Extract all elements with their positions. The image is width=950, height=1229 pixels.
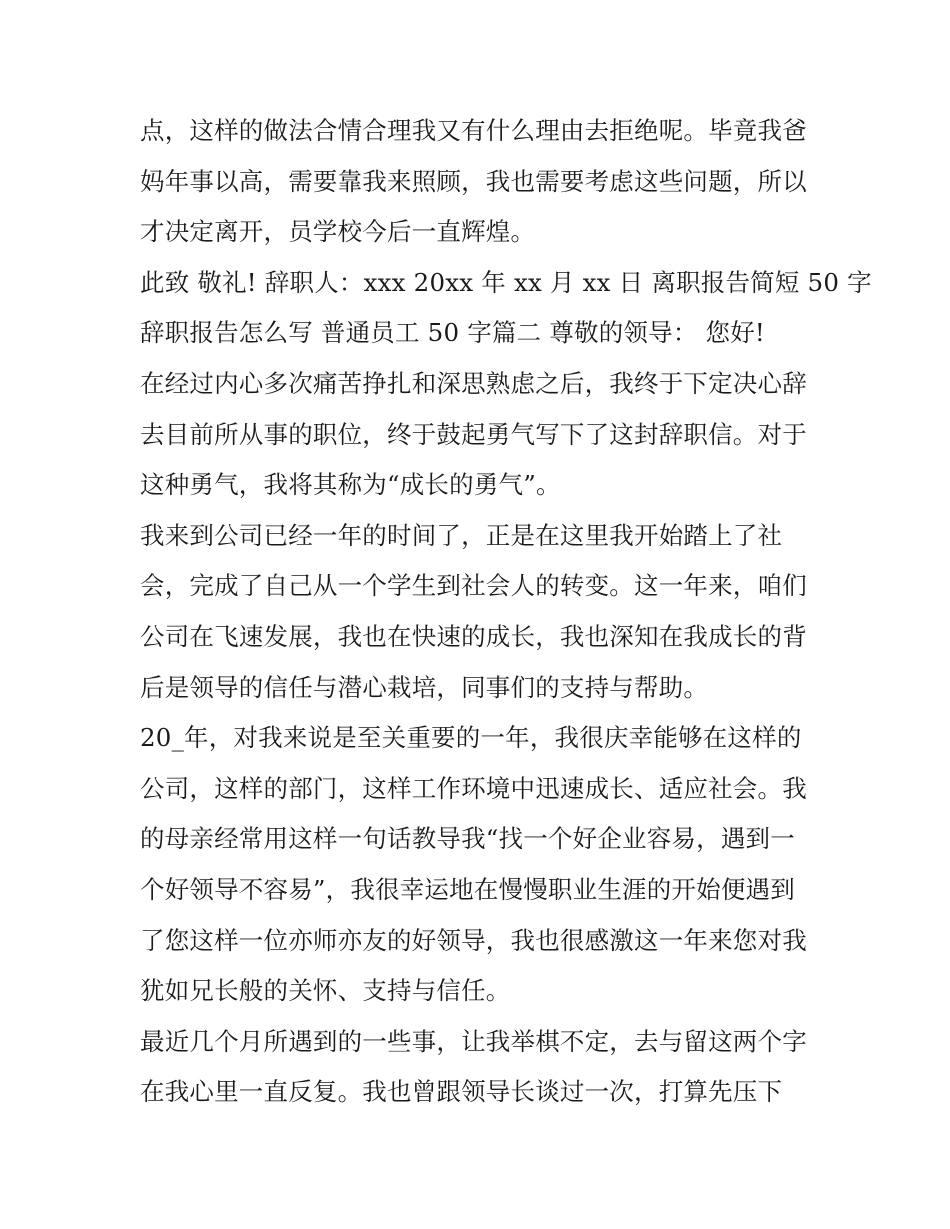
text-line: 这种勇气，我将其称为“成长的勇气”。 (140, 470, 561, 500)
text-line: 会，完成了自己从一个学生到社会人的转变。这一年来，咱们 (140, 571, 807, 601)
text-line: 妈年事以高，需要靠我来照顾，我也需要考虑这些问题，所以 (140, 166, 807, 196)
text-line: 才决定离开，员学校今后一直辉煌。 (140, 217, 536, 247)
text-line: 去目前所从事的职位，终于鼓起勇气写下了这封辞职信。对于 (140, 419, 807, 449)
text-line: 20_年，对我来说是至关重要的一年，我很庆幸能够在这样的 (140, 723, 802, 753)
text-line: 最近几个月所遇到的一些事，让我举棋不定，去与留这两个字 (140, 1026, 807, 1056)
text-line: 公司在飞速发展，我也在快速的成长，我也深知在我成长的背 (140, 621, 807, 651)
text-line: 我来到公司已经一年的时间了，正是在这里我开始踏上了社 (140, 520, 783, 550)
document-body (140, 106, 872, 1118)
text-line: 在我心里一直反复。我也曾跟领导长谈过一次，打算先压下 (140, 1077, 783, 1107)
text-line: 在经过内心多次痛苦挣扎和深思熟虑之后，我终于下定决心辞 (140, 368, 807, 398)
text-line: 了您这样一位亦师亦友的好领导，我也很感激这一年来您对我 (140, 925, 807, 955)
text-line: 点，这样的做法合情合理我又有什么理由去拒绝呢。毕竟我爸 (140, 116, 807, 145)
text-line: 个好领导不容易”，我很幸运地在慢慢职业生涯的开始便遇到 (140, 874, 795, 904)
text-line: 犹如兄长般的关怀、支持与信任。 (140, 976, 511, 1006)
text-line: 此致 敬礼! 辞职人：xxx 20xx 年 xx 月 xx 日 离职报告简短 50 字 (140, 267, 872, 297)
text-line: 公司，这样的部门，这样工作环境中迅速成长、适应社会。我 (140, 773, 807, 803)
text-line: 后是领导的信任与潜心栽培，同事们的支持与帮助。 (140, 672, 709, 702)
text-line: 辞职报告怎么写 普通员工 50 字篇二 尊敬的领导： 您好! (140, 318, 765, 348)
text-line: 的母亲经常用这样一句话教导我“找一个好企业容易，遇到一 (140, 824, 795, 854)
